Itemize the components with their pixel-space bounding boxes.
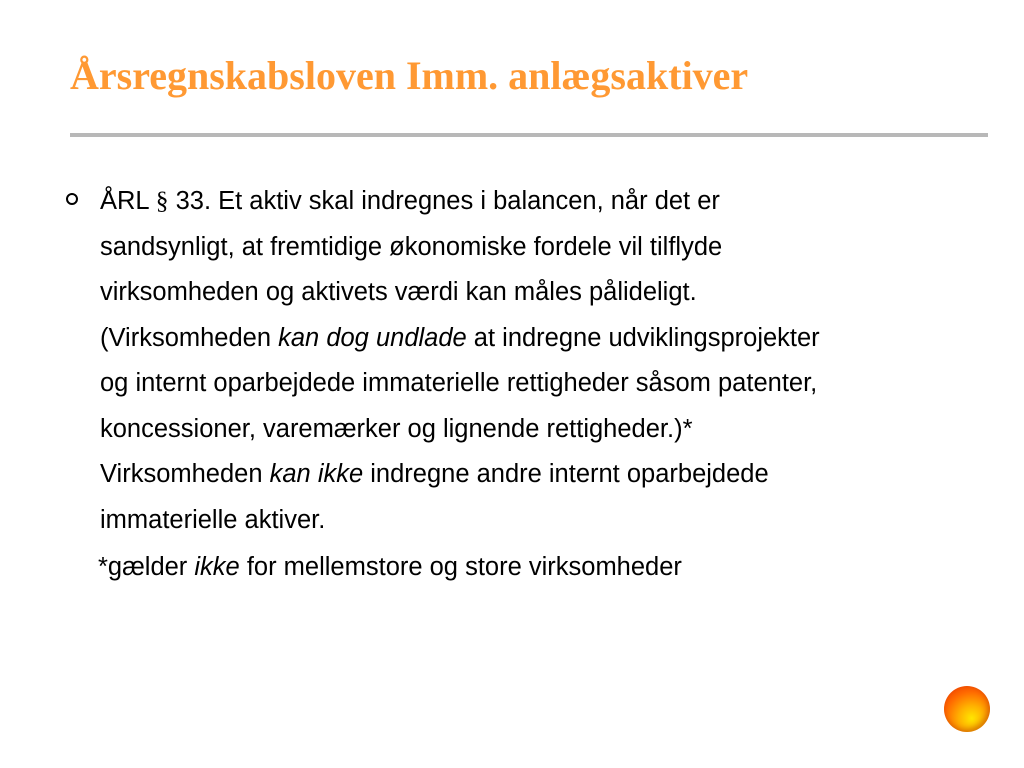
bullet-text <box>100 178 1000 543</box>
text-segment: at indregne udviklingsprojekter <box>466 323 820 352</box>
text-line <box>100 178 1000 225</box>
text-segment: Virksomheden <box>100 460 270 488</box>
text-line: immaterielle aktiver. <box>100 505 326 534</box>
text-line: koncessioner, varemærker og lignende rettigheder.)* <box>100 414 693 443</box>
text-segment: for mellemstore og store virksomheder <box>239 553 682 581</box>
title-divider <box>70 133 988 137</box>
text-segment: *gælder <box>98 553 195 581</box>
text-segment: ÅRL <box>100 187 156 215</box>
text-line: sandsynligt, at fremtidige økonomiske fordele vil tilflyde <box>100 232 723 261</box>
slide-title: Årsregnskabsloven Imm. anlægsaktiver <box>70 53 749 98</box>
text-line <box>100 452 1000 498</box>
footnote <box>98 545 682 590</box>
emphasis-text: ikke <box>194 553 240 581</box>
emphasis-text: kan ikke <box>269 460 364 488</box>
text-segment: (Virksomheden <box>100 323 279 352</box>
hollow-circle-bullet-icon <box>66 193 78 205</box>
text-line <box>100 316 1000 362</box>
text-line: og internt oparbejdede immaterielle rettigheder såsom patenter, <box>100 369 818 397</box>
emphasis-text: kan dog undlade <box>278 323 467 352</box>
text-segment: indregne andre internt oparbejdede <box>363 460 769 488</box>
text-line: virksomheden og aktivets værdi kan måles pålideligt. <box>100 278 697 306</box>
orange-sphere-icon <box>944 686 990 732</box>
section-sign: § <box>155 186 169 215</box>
text-segment: 33. Et aktiv skal indregnes i balancen, når det er <box>168 187 720 215</box>
